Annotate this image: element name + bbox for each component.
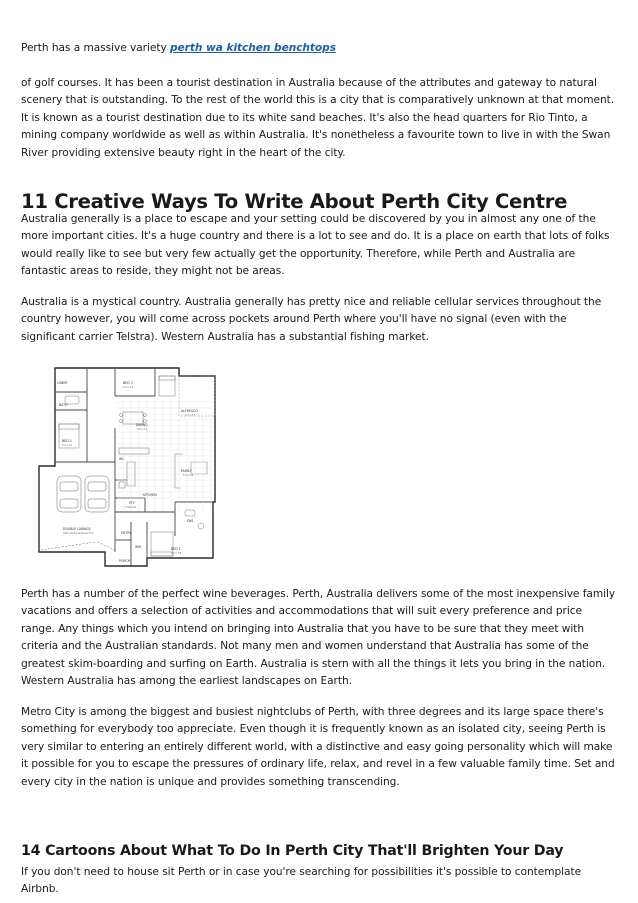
heading-cartoons: 14 Cartoons About What To Do In Perth City That'll Brighten Your Day [21,843,564,860]
room-bed1: BED 1 [171,547,181,551]
room-entry: ENTRY [121,531,132,535]
room-porch: PORCH [119,559,131,563]
paragraph-golf-courses: of golf courses. It has been a tourist destination in Australia because of the attributes and gateway to natural scenery that is outstanding. To the rest of the world this is a city that is comparatively unknown at that moment. It is known as a tourist destination due to its white sand beaches. It's also the head quarters for Rio Tinto, a mining company worldwide as well as within Australia. It's nonetheless a favourite town to live in with the Swan River providing extensive beauty right in the heart of the city. [21,77,615,159]
room-family-dims: 5.6 x 4.4 [183,474,194,477]
room-dining-dims: 3.8 x 2.9 [137,428,148,431]
floor-plan-image [35,362,233,580]
room-bed1-dims: 3.7 x 3.8 [171,552,182,555]
room-lobby: LOBBY [57,381,68,385]
paragraph-airbnb: If you don't need to house sit Perth or in case you're searching for possibilities it's possible to contemplate Airbnb. [21,866,582,896]
room-bed2-dims: 3.5 x 3.2 [62,444,73,447]
room-bed2: BED 2 [62,439,72,443]
intro-line [21,40,619,57]
room-bed3-dims: 3.0 x 2.9 [123,386,134,389]
floor-plan-drawing [35,362,233,580]
room-alfresco: ALFRESCO [181,409,198,413]
room-alfresco-dims: 3.7 x 3.3 [185,414,196,417]
room-dining: DINING [136,423,148,427]
paragraph-metro-city: Metro City is among the biggest and busiest nightclubs of Perth, with three degrees and its large space there's something for everybody too appreciate. Even though it is frequently known as an isolated city, seeing Perth is very similar to entering an entirely different world, with a distinctive and easy going personality which will make it possible for you to escape the pressures of ordinary life, relax, and revel in a few valuable family time. Set and every city in the nation is unique and provides something transcending. [21,706,615,788]
room-wc: WC [119,457,125,461]
intro-text: Perth has a massive variety [21,42,170,54]
room-kitchen: KITCHEN [143,493,157,497]
room-pty: PTY [129,501,135,505]
room-bed3: BED 3 [123,381,133,385]
room-family: FAMILY [181,469,192,473]
paragraph-australia-escape: Australia generally is a place to escape and your setting could be discovered by you in almost any one of the more important cities. It's a huge country and there is a lot to see and do. It is a place on earth that lots of folks would really like to see but very few actually get the opportunity. Therefore, while Perth and Australia are fantastic areas to reside, they might not be areas. [21,213,610,278]
paragraph-mystical-country: Australia is a mystical country. Australia generally has pretty nice and reliable cellular services throughout the country however, you will come across pockets around Perth where you'll have no signal (even with the significant carrier Telstra). Western Australia has a substantial fishing market. [21,296,602,343]
heading-creative-ways: 11 Creative Ways To Write About Perth City Centre [21,190,568,214]
room-bath: BATH [59,403,68,407]
kitchen-benchtops-link[interactable]: perth wa kitchen benchtops [170,42,336,54]
paragraph-wine-beverages: Perth has a number of the perfect wine beverages. Perth, Australia delivers some of the most inexpensive family vacations and offers a selection of activities and accommodations that will suit every preference and price range. Any things which you intend on bringing into Australia that you have to be sure that they meet with criteria and the Australian standards. Not many men and women understand that Australia has some of the greatest skim-boarding and surfing on Earth. Australia is stern with all the things it lets you bring in the nation. Western Australia has among the earliest landscapes on Earth. [21,588,616,688]
room-garage-note: with remote sectional door [63,532,94,535]
room-garage: DOUBLE GARAGE [63,527,91,531]
room-wir: WIR [135,545,142,549]
room-ens: ENS [187,519,194,523]
room-pty-note: 4 Shelves [125,506,137,509]
